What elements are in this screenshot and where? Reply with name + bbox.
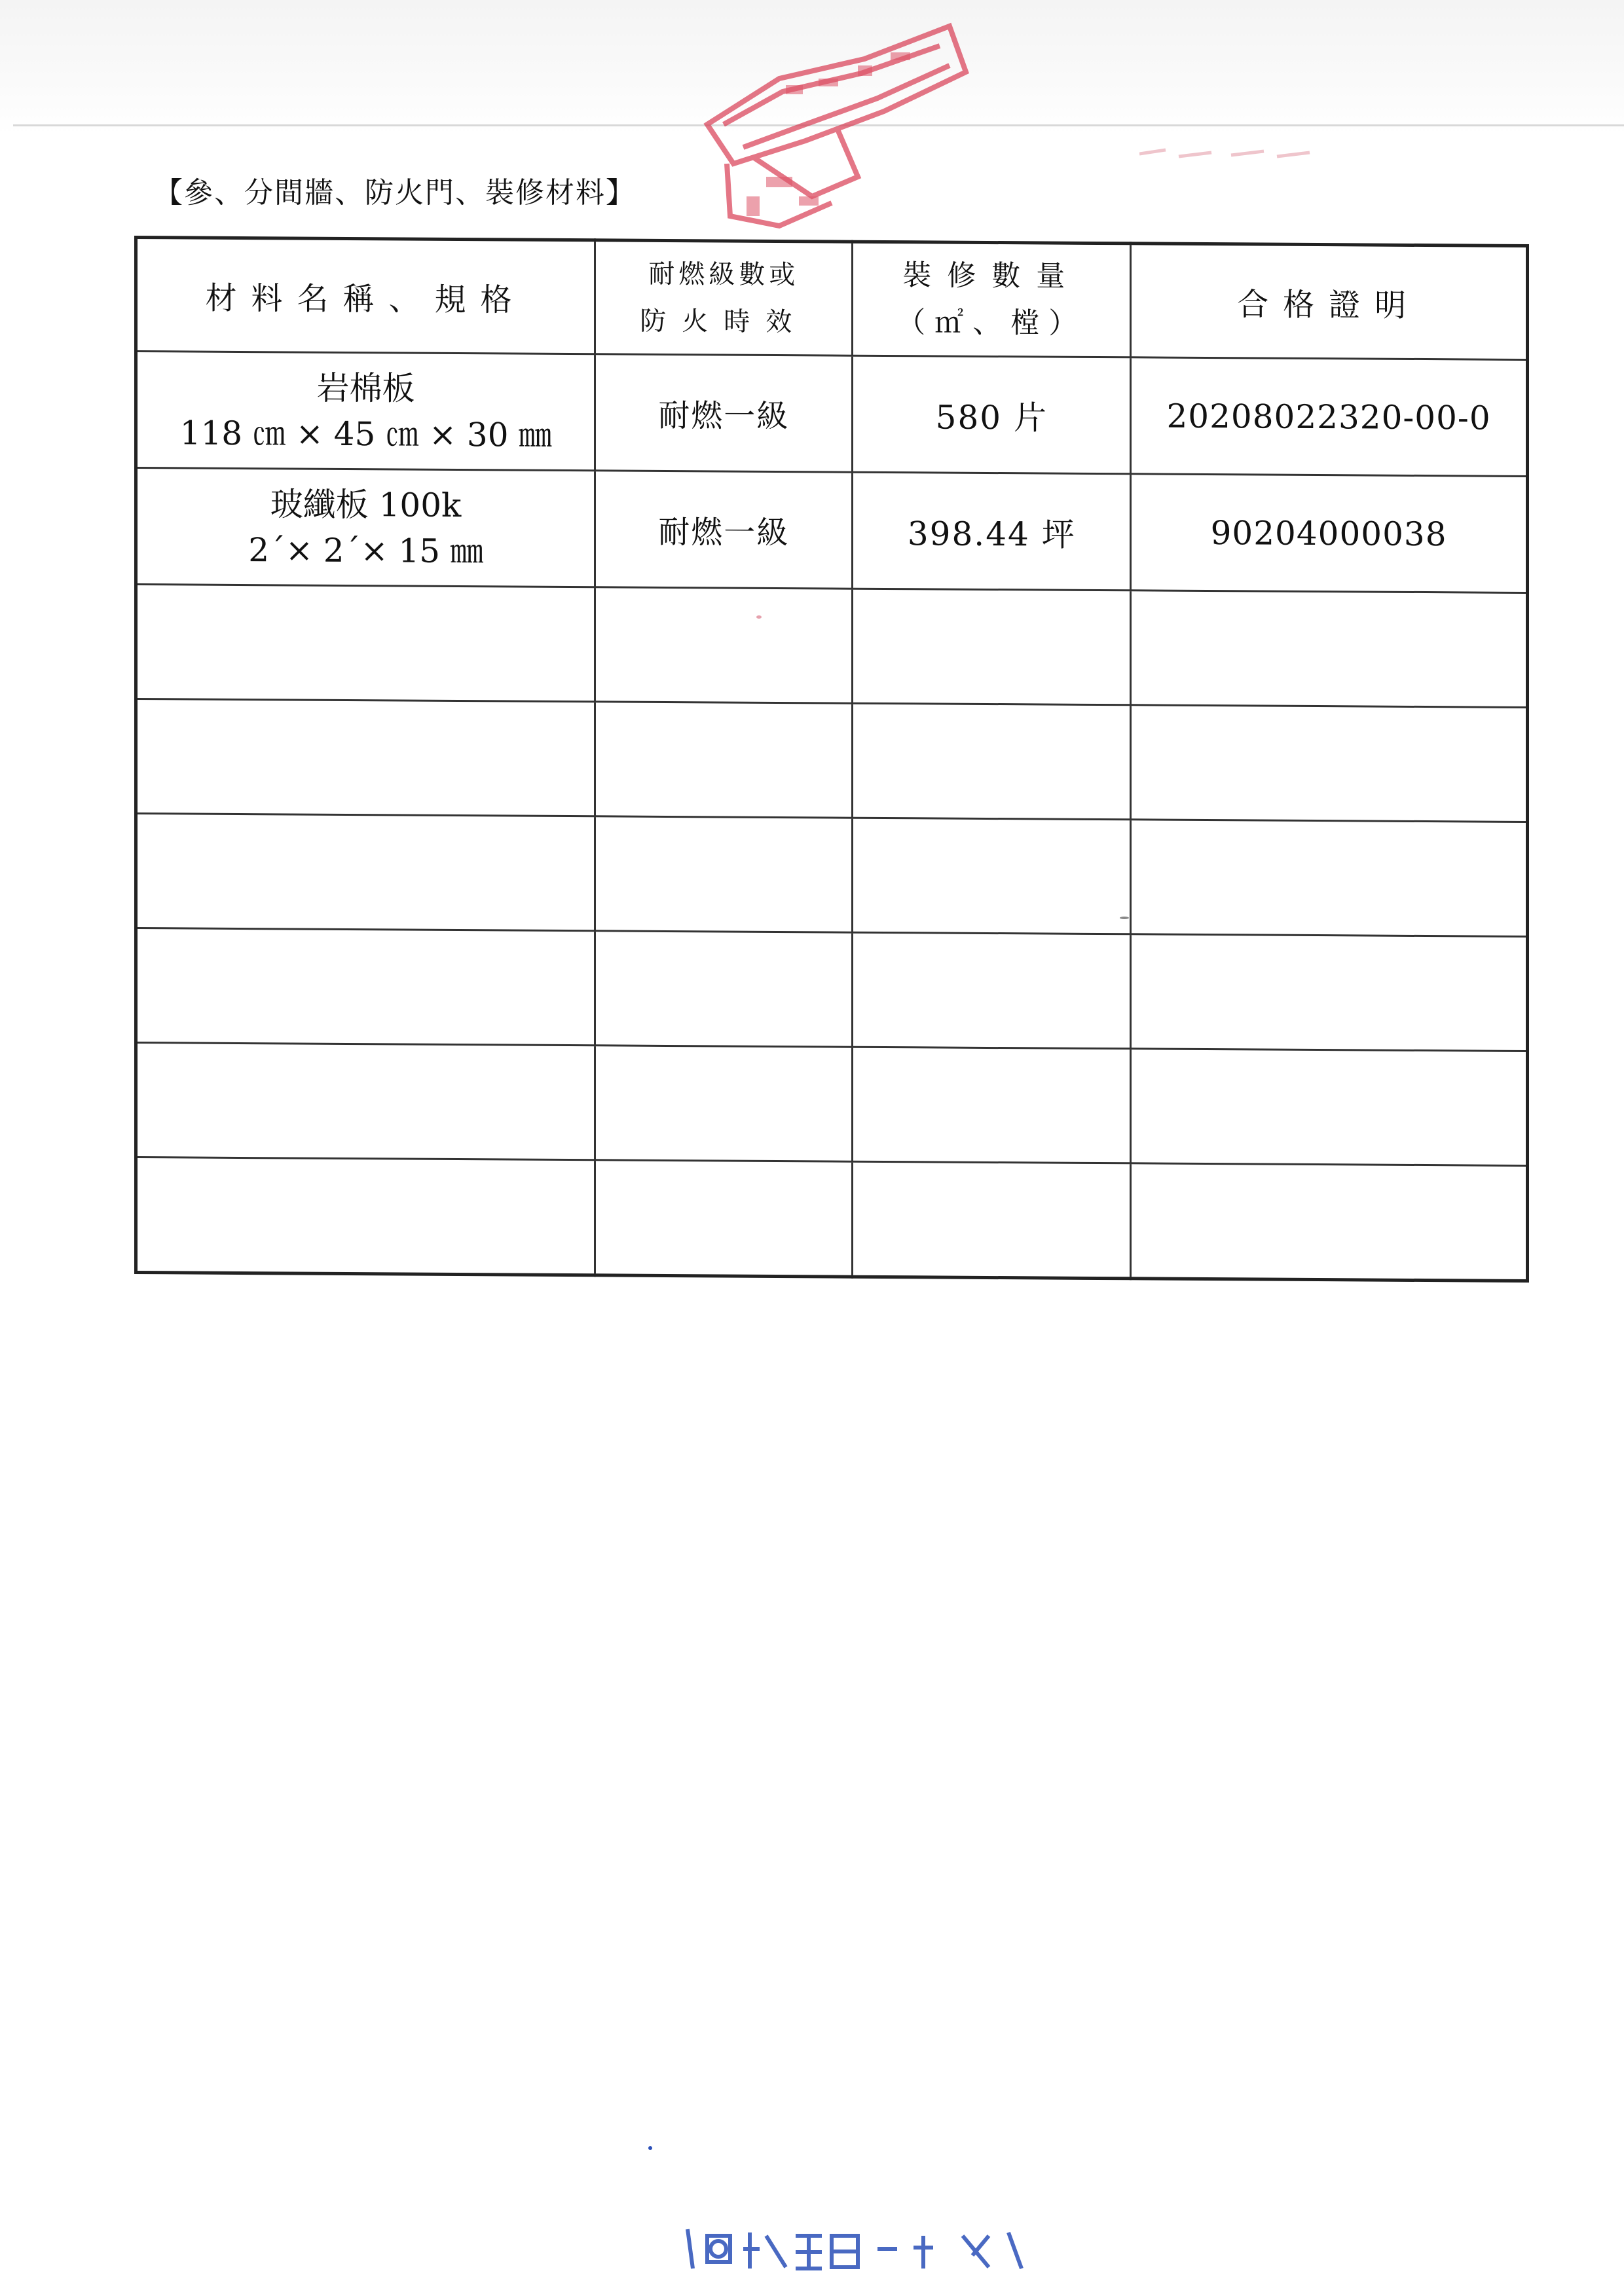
scan-speck [1120,917,1129,919]
header-rating [595,240,853,355]
inverted-blue-stamp [681,2223,1035,2275]
table-header-row [136,238,1528,360]
section-title: 【參、分間牆、防火門、裝修材料】 [154,176,636,210]
empty-cell [136,814,595,931]
empty-cell [595,702,853,818]
empty-cell [136,928,595,1046]
official-seal-stamp [668,0,982,249]
header-material-name [136,238,595,354]
material-name: 岩棉板 [316,369,415,408]
empty-cell [595,931,853,1047]
header-quantity-line1: 裝修數量 [902,259,1081,293]
header-certificate [1131,244,1528,360]
faint-stamp-mark [1139,141,1336,167]
cell-rating [595,354,853,472]
header-quantity [853,242,1131,357]
empty-table-row [136,699,1528,822]
certificate-number: 20208022320-00-0 [1166,397,1491,437]
empty-cell [853,1047,1131,1163]
empty-cell [595,587,853,703]
cell-rating [595,471,853,589]
material-spec: 2´× 2´× 15 ㎜ [248,530,483,570]
scan-speck [648,2146,652,2150]
table-row [136,468,1528,593]
empty-cell [136,1043,595,1160]
empty-table-row [136,1043,1528,1166]
fire-rating: 耐燃一級 [658,513,790,552]
quantity: 580 片 [935,397,1048,437]
empty-cell [1131,1049,1528,1166]
header-rating-line1: 耐燃級數或 [648,259,800,291]
empty-cell [853,932,1131,1049]
material-name: 玻纖板 100k [270,484,462,524]
empty-cell [136,1157,595,1275]
scan-speck [756,615,762,619]
empty-cell [853,589,1131,705]
empty-cell [595,1160,853,1277]
empty-table-row [136,814,1528,937]
cell-quantity [853,472,1131,591]
cell-material [136,468,595,587]
empty-cell [595,1046,853,1161]
empty-table-row [136,928,1528,1051]
empty-table-row [136,1157,1528,1281]
empty-cell [136,699,595,816]
header-quantity-line2: （㎡、樘） [896,306,1087,340]
header-certificate-label: 合格證明 [1237,285,1421,324]
empty-cell [853,1161,1131,1279]
materials-table [134,236,1529,1283]
empty-table-row [136,585,1528,708]
cell-certificate [1131,357,1528,477]
empty-cell [853,818,1131,934]
header-rating-line2: 防火時效 [640,306,808,338]
material-spec: 118 ㎝ × 45 ㎝ × 30 ㎜ [179,413,552,454]
table-row [136,352,1528,477]
quantity: 398.44 坪 [907,514,1076,554]
empty-cell [853,703,1131,820]
fire-rating: 耐燃一級 [658,397,790,435]
certificate-number: 90204000038 [1210,513,1447,553]
cell-certificate [1131,474,1528,593]
empty-cell [595,816,853,932]
cell-material [136,352,595,471]
empty-cell [1131,820,1528,937]
empty-cell [1131,591,1528,708]
cell-quantity [853,355,1131,474]
header-material-name-label: 材料名稱、規格 [205,280,526,319]
empty-cell [136,585,595,702]
empty-cell [1131,1163,1528,1281]
empty-cell [1131,705,1528,822]
empty-cell [1131,934,1528,1051]
